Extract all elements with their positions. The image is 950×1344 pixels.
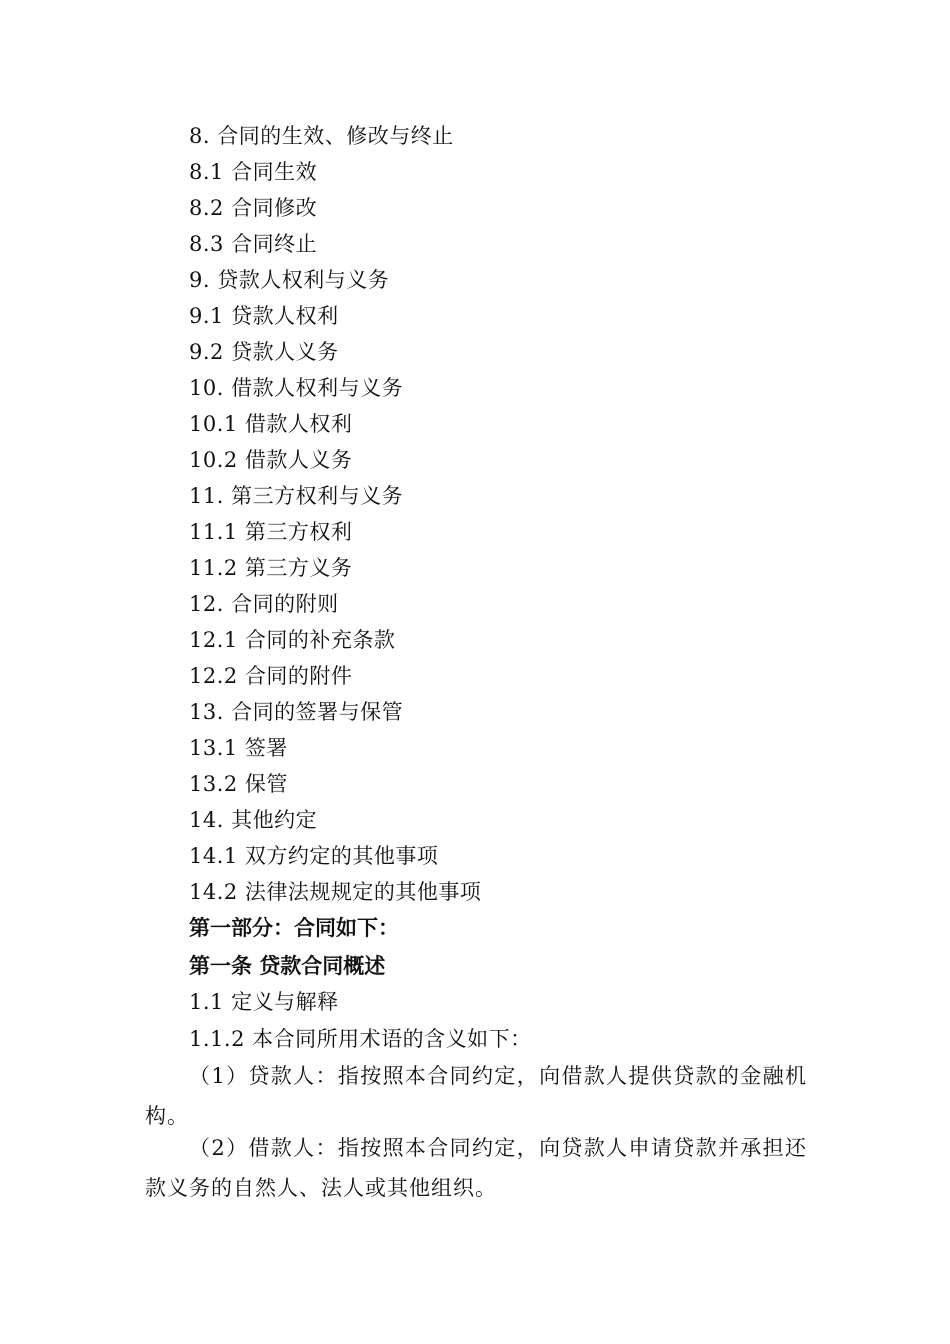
toc-item: 9.1 贷款人权利	[189, 304, 339, 328]
part-heading: 第一部分：合同如下：	[189, 916, 399, 940]
toc-item: 11.1 第三方权利	[189, 520, 353, 544]
table-of-contents	[189, 118, 809, 910]
toc-item: 8. 合同的生效、修改与终止	[189, 124, 454, 148]
toc-item: 12.1 合同的补充条款	[189, 628, 396, 652]
toc-item: 14.1 双方约定的其他事项	[189, 844, 439, 868]
article-heading: 第一条 贷款合同概述	[189, 954, 386, 978]
toc-item: 11. 第三方权利与义务	[189, 484, 404, 508]
subsection-title: 1.1.2 本合同所用术语的含义如下：	[189, 1027, 532, 1051]
toc-item: 9. 贷款人权利与义务	[189, 268, 390, 292]
toc-item: 9.2 贷款人义务	[189, 340, 339, 364]
toc-item: 14. 其他约定	[189, 808, 318, 832]
toc-item: 10. 借款人权利与义务	[189, 376, 404, 400]
toc-item: 11.2 第三方义务	[189, 556, 353, 580]
toc-item: 13.1 签署	[189, 736, 288, 760]
toc-item: 12.2 合同的附件	[189, 664, 353, 688]
definition-paragraph: （1）贷款人：指按照本合同约定，向借款人提供贷款的金融机构。	[145, 1064, 807, 1128]
toc-item: 14.2 法律法规规定的其他事项	[189, 880, 482, 904]
toc-item: 10.2 借款人义务	[189, 448, 353, 472]
section-title: 1.1 定义与解释	[189, 990, 339, 1014]
toc-item: 13.2 保管	[189, 772, 288, 796]
toc-item: 13. 合同的签署与保管	[189, 700, 404, 724]
toc-item: 12. 合同的附则	[189, 592, 339, 616]
toc-item: 8.3 合同终止	[189, 232, 318, 256]
definition-paragraph: （2）借款人：指按照本合同约定，向贷款人申请贷款并承担还款义务的自然人、法人或其他组织。	[145, 1136, 807, 1200]
toc-item: 8.2 合同修改	[189, 196, 318, 220]
toc-item: 10.1 借款人权利	[189, 412, 353, 436]
toc-item: 8.1 合同生效	[189, 160, 318, 184]
